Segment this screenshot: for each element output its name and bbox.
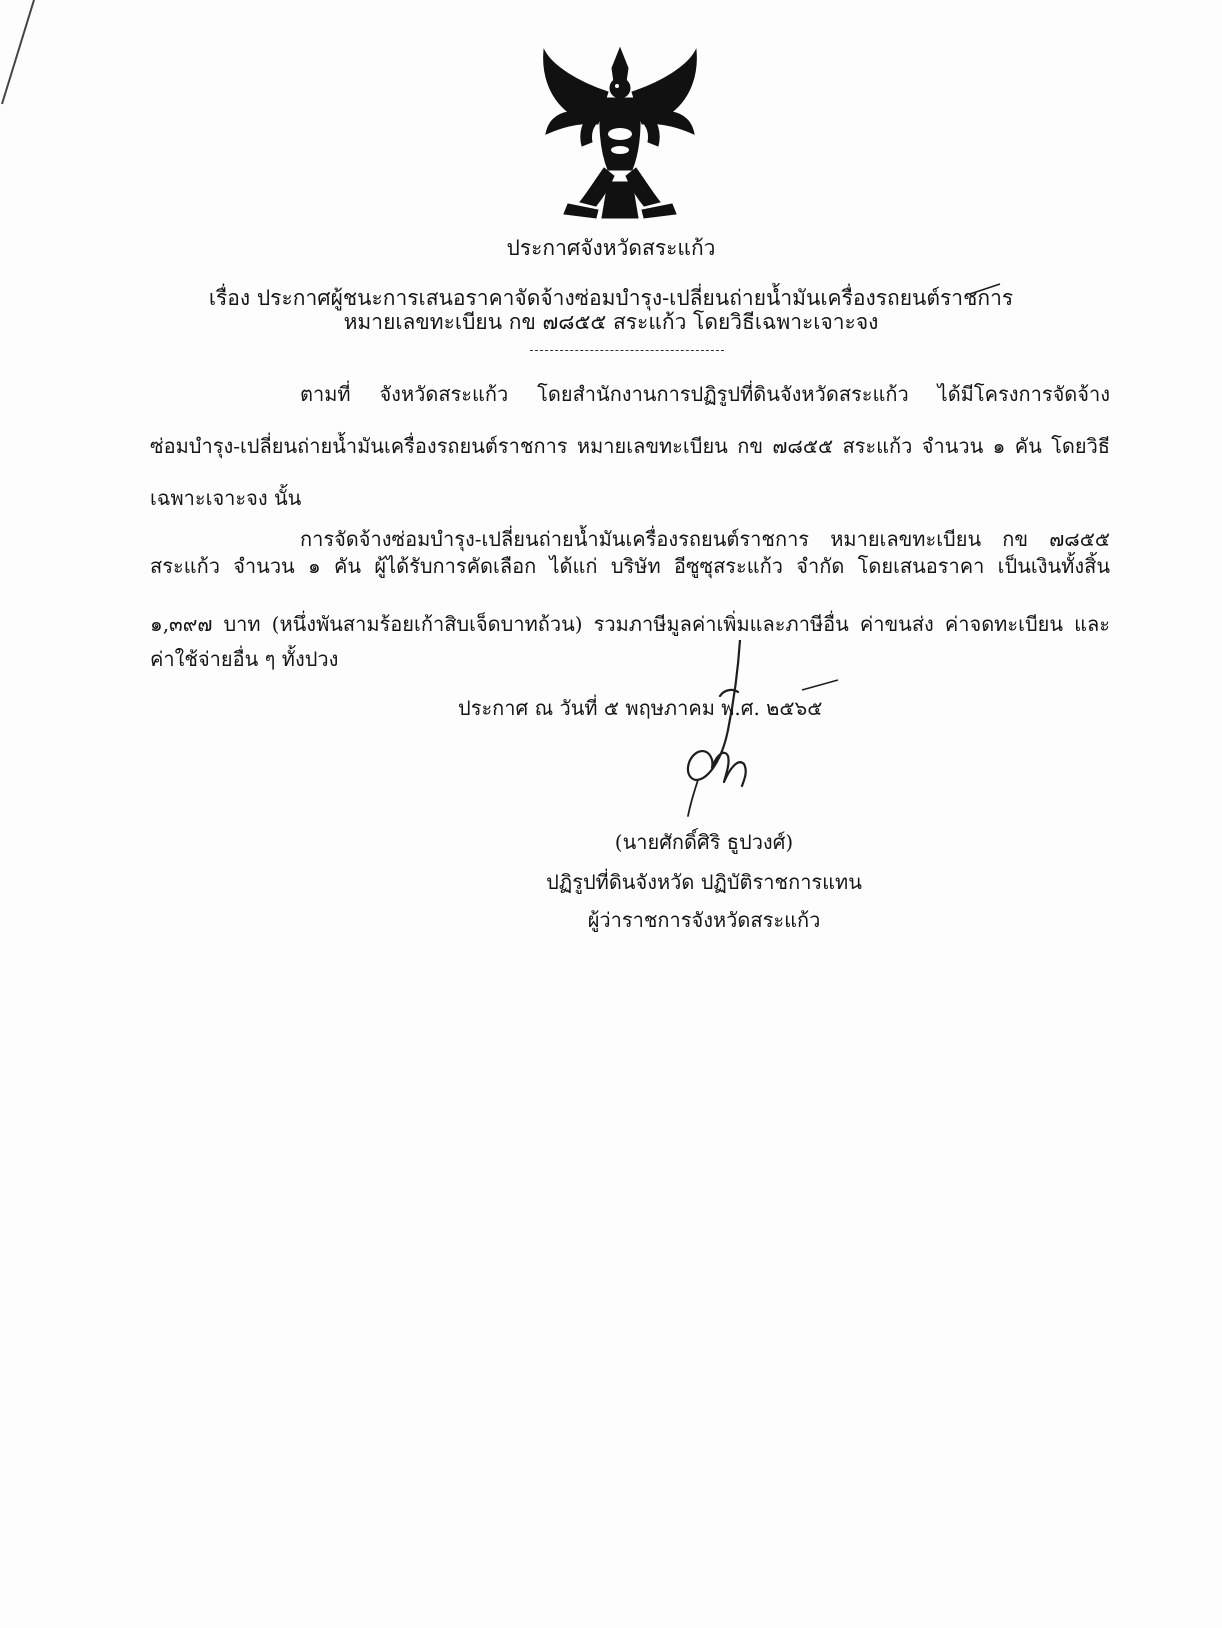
header-separator xyxy=(530,350,724,351)
signatory-position: ปฏิรูปที่ดินจังหวัด ปฏิบัติราชการแทน xyxy=(546,870,862,894)
pen-tick-mark xyxy=(968,282,1002,296)
announcement-date: ประกาศ ณ วันที่ ๕ พฤษภาคม พ.ศ. ๒๕๖๕ xyxy=(458,696,823,720)
handwritten-signature-icon xyxy=(668,640,788,820)
scan-corner-mark xyxy=(0,0,40,110)
paragraph-2-line-2: สระแก้ว จำนวน ๑ คัน ผู้ได้รับการคัดเลือก ได้แก่ บริษัท อีซูซุสระแก้ว จำกัด โดยเสนอราคา เป็นเงินทั้งสิ้น xyxy=(150,554,1110,578)
signatory-name: (นายศักดิ์ศิริ ธูปวงศ์) xyxy=(614,830,794,854)
garuda-emblem-icon xyxy=(538,42,702,222)
paragraph-2-line-1: การจัดจ้างซ่อมบำรุง-เปลี่ยนถ่ายน้ำมันเครื่องรถยนต์ราชการ หมายเลขทะเบียน กข ๗๘๕๕ xyxy=(300,527,1110,551)
paragraph-1-line-1: ตามที่ จังหวัดสระแก้ว โดยสำนักงานการปฏิรูปที่ดินจังหวัดสระแก้ว ได้มีโครงการจัดจ้าง xyxy=(300,382,1110,406)
paragraph-2-line-4: ค่าใช้จ่ายอื่น ๆ ทั้งปวง xyxy=(150,647,339,671)
pen-tick-mark xyxy=(800,676,840,692)
announcement-subject: เรื่อง ประกาศผู้ชนะการเสนอราคาจัดจ้างซ่อมบำรุง-เปลี่ยนถ่ายน้ำมันเครื่องรถยนต์ราชการ xyxy=(208,286,1014,310)
announcement-subject-cont: หมายเลขทะเบียน กข ๗๘๕๕ สระแก้ว โดยวิธีเฉพาะเจาะจง xyxy=(343,310,879,334)
paragraph-1-line-2: ซ่อมบำรุง-เปลี่ยนถ่ายน้ำมันเครื่องรถยนต์ราชการ หมายเลขทะเบียน กข ๗๘๕๕ สระแก้ว จำนวน ๑ คัน โดยวิธี xyxy=(150,434,1110,458)
paragraph-1-line-3: เฉพาะเจาะจง นั้น xyxy=(150,486,302,510)
announcement-issuer: ประกาศจังหวัดสระแก้ว xyxy=(506,236,716,260)
signatory-office: ผู้ว่าราชการจังหวัดสระแก้ว xyxy=(587,908,821,932)
paragraph-2-line-3: ๑,๓๙๗ บาท (หนึ่งพันสามร้อยเก้าสิบเจ็ดบาทถ้วน) รวมภาษีมูลค่าเพิ่มและภาษีอื่น ค่าขนส่ง ค่าจดทะเบียน และ xyxy=(150,612,1110,636)
